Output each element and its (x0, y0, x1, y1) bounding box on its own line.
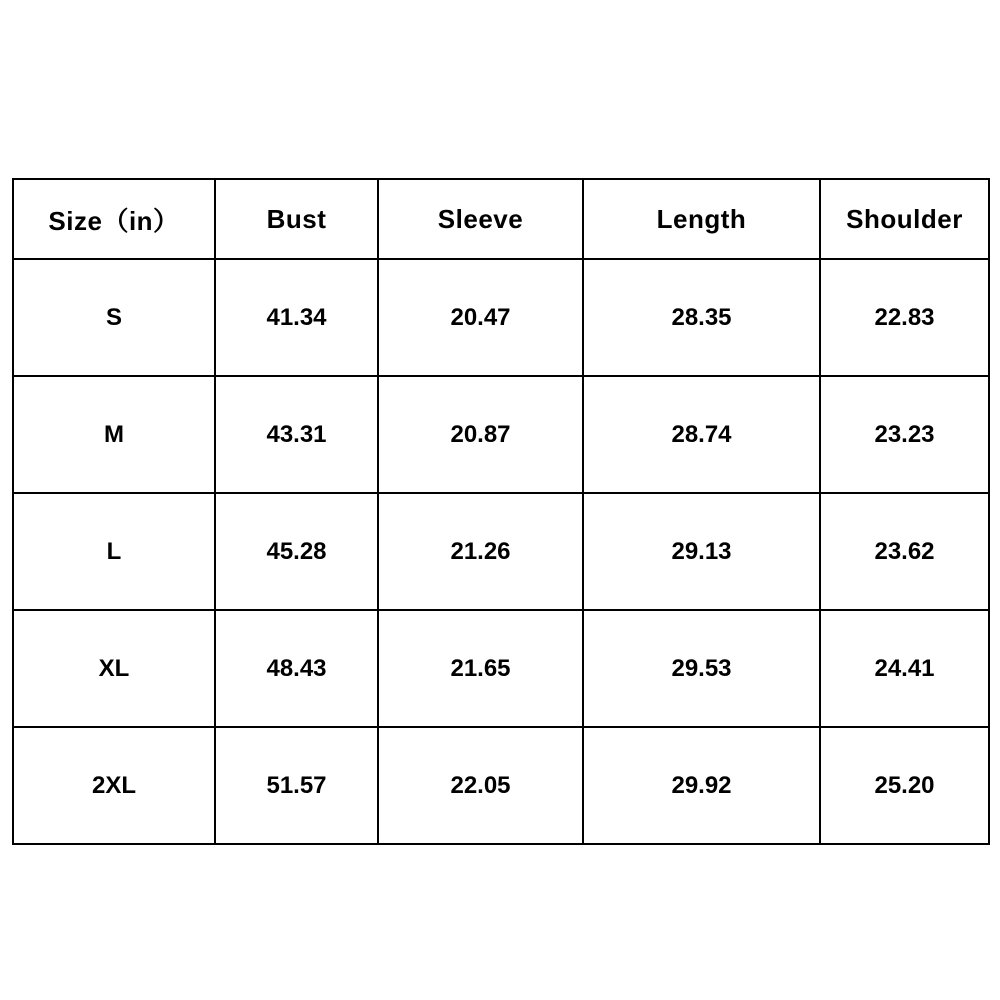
column-header-size: Size（in） (13, 179, 215, 259)
cell-length: 29.53 (583, 610, 820, 727)
table-row (13, 376, 989, 493)
cell-bust: 51.57 (215, 727, 378, 844)
cell-bust: 48.43 (215, 610, 378, 727)
cell-sleeve: 20.87 (378, 376, 583, 493)
size-chart-container (12, 178, 988, 845)
cell-size: M (13, 376, 215, 493)
cell-size: XL (13, 610, 215, 727)
column-header-bust: Bust (215, 179, 378, 259)
column-header-sleeve: Sleeve (378, 179, 583, 259)
cell-size: S (13, 259, 215, 376)
cell-bust: 45.28 (215, 493, 378, 610)
cell-length: 29.92 (583, 727, 820, 844)
table-row (13, 727, 989, 844)
cell-length: 28.35 (583, 259, 820, 376)
cell-length: 28.74 (583, 376, 820, 493)
cell-sleeve: 22.05 (378, 727, 583, 844)
size-chart-table (12, 178, 990, 845)
cell-sleeve: 20.47 (378, 259, 583, 376)
table-row (13, 259, 989, 376)
column-header-length: Length (583, 179, 820, 259)
cell-sleeve: 21.26 (378, 493, 583, 610)
table-header-row (13, 179, 989, 259)
table-row (13, 610, 989, 727)
cell-shoulder: 25.20 (820, 727, 989, 844)
cell-shoulder: 23.23 (820, 376, 989, 493)
cell-shoulder: 22.83 (820, 259, 989, 376)
cell-size: 2XL (13, 727, 215, 844)
column-header-shoulder: Shoulder (820, 179, 989, 259)
cell-shoulder: 23.62 (820, 493, 989, 610)
table-row (13, 493, 989, 610)
cell-sleeve: 21.65 (378, 610, 583, 727)
cell-shoulder: 24.41 (820, 610, 989, 727)
cell-bust: 43.31 (215, 376, 378, 493)
cell-bust: 41.34 (215, 259, 378, 376)
cell-size: L (13, 493, 215, 610)
cell-length: 29.13 (583, 493, 820, 610)
